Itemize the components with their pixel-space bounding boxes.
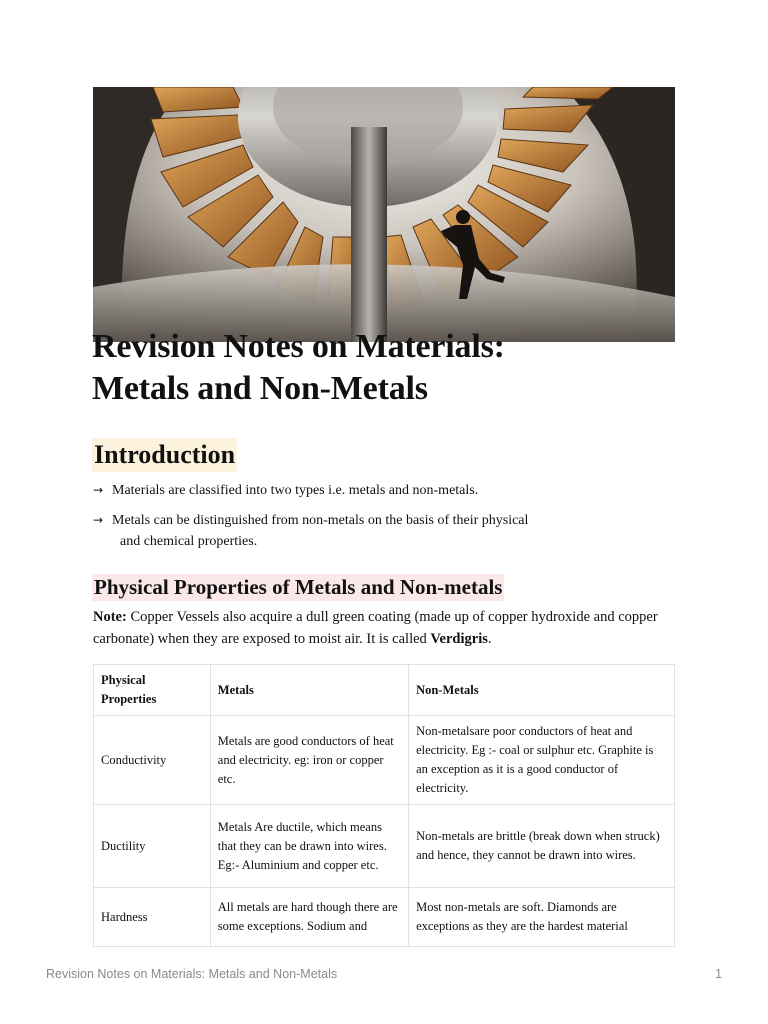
note-end: .: [487, 631, 492, 647]
footer-document-title: Revision Notes on Materials: Metals and Non-Metals: [46, 967, 338, 981]
page-title-line-2: Metals and Non-Metals: [92, 370, 428, 407]
metals-cell: All metals are hard though there are some exceptions. Sodium and: [210, 888, 408, 947]
properties-table: [93, 664, 675, 947]
non-metals-cell: Non-metalsare poor conductors of heat and electricity. Eg :- coal or sulphur etc. Graphite is an exception as it is a good conductor of electricity.: [409, 716, 675, 805]
column-header-metals: Metals: [210, 665, 408, 716]
column-header-non-metals: Non-Metals: [409, 665, 675, 716]
note-label: Note:: [93, 609, 127, 625]
metals-cell: Metals are good conductors of heat and electricity. eg: iron or copper etc.: [210, 716, 408, 805]
intro-bullet-1: [93, 480, 613, 501]
property-cell: Conductivity: [94, 716, 211, 805]
table-row: [94, 716, 675, 805]
metals-cell: Metals Are ductile, which means that they can be drawn into wires. Eg:- Aluminium and copper etc.: [210, 805, 408, 888]
intro-bullet-2-text-line-1: Metals can be distinguished from non-metals on the basis of their physical: [112, 513, 529, 528]
property-cell: Ductility: [94, 805, 211, 888]
page-title-line-1: Revision Notes on Materials:: [92, 328, 505, 365]
physical-properties-heading: Physical Properties of Metals and Non-metals: [94, 575, 503, 599]
non-metals-cell: Most non-metals are soft. Diamonds are exceptions as they are the hardest material: [409, 888, 675, 947]
intro-bullet-1-text: Materials are classified into two types i.e. metals and non-metals.: [112, 483, 479, 498]
intro-bullet-2-text-line-2: and chemical properties.: [120, 534, 258, 549]
page-title: [92, 326, 692, 410]
column-header-physical-properties: Physical Properties: [94, 665, 211, 716]
note-text: Copper Vessels also acquire a dull green coating (made up of copper hydroxide and copper carbonate) when they are exposed to moist air. It is called: [93, 609, 658, 647]
table-row: [94, 888, 675, 947]
arrow-icon: →: [93, 513, 104, 527]
intro-bullet-2: [93, 510, 613, 552]
table-row: [94, 805, 675, 888]
non-metals-cell: Non-metals are brittle (break down when struck) and hence, they cannot be drawn into wires.: [409, 805, 675, 888]
table-header-row: [94, 665, 675, 716]
verdigris-note: [93, 606, 678, 650]
arrow-icon: →: [93, 483, 104, 497]
hero-image: [93, 87, 675, 342]
footer-page-number: 1: [715, 967, 722, 981]
note-term: Verdigris: [430, 631, 488, 647]
property-cell: Hardness: [94, 888, 211, 947]
wind-tunnel-fan-photo: [93, 87, 675, 342]
introduction-heading: Introduction: [92, 438, 237, 472]
